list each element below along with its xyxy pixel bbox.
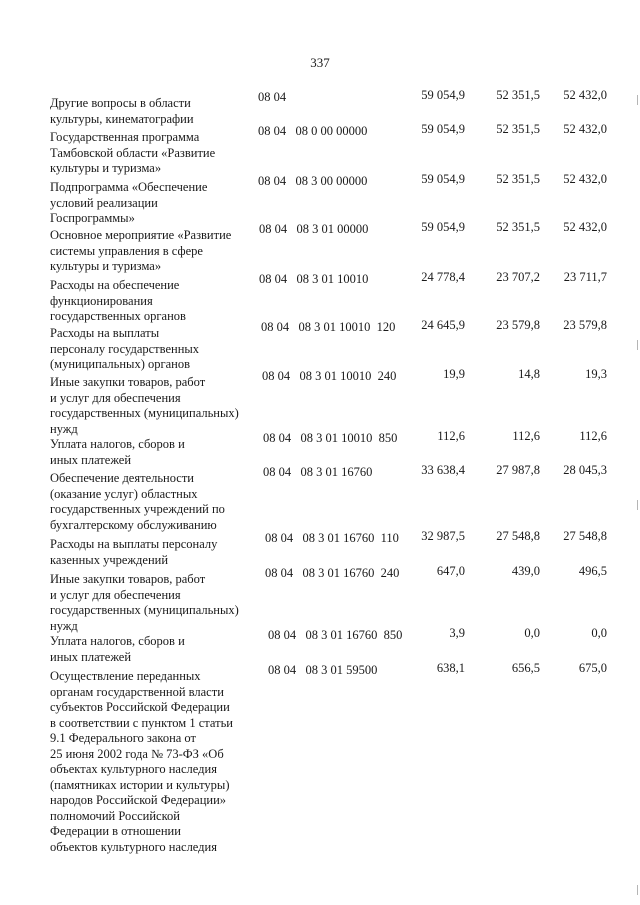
- value-year-2: 27 548,8: [496, 529, 540, 543]
- value-year-2: 112,6: [512, 429, 540, 443]
- value-year-3: 19,3: [585, 367, 607, 381]
- expense-name: Уплата налогов, сборов и иных платежей: [50, 634, 185, 664]
- value-year-2: 14,8: [518, 367, 540, 381]
- expense-name: Другие вопросы в области культуры, кинематографии: [50, 96, 194, 126]
- value-year-1: 59 054,9: [421, 220, 465, 234]
- value-year-2: 27 987,8: [496, 463, 540, 477]
- classification-codes: 08 04 08 3 01 10010 120: [261, 320, 396, 334]
- expense-name: Расходы на обеспечение функционирования государственных органов: [50, 278, 186, 323]
- value-year-1: 59 054,9: [421, 172, 465, 186]
- value-year-1: 32 987,5: [421, 529, 465, 543]
- expense-name: Иные закупки товаров, работ и услуг для обеспечения государственных (муниципальных) нужд: [50, 375, 239, 436]
- value-year-1: 24 645,9: [421, 318, 465, 332]
- value-year-1: 638,1: [436, 661, 465, 675]
- classification-codes: 08 04: [258, 90, 287, 104]
- classification-codes: 08 04 08 3 00 00000: [258, 174, 368, 188]
- value-year-1: 647,0: [436, 564, 465, 578]
- expense-name: Государственная программа Тамбовской области «Развитие культуры и туризма»: [50, 130, 216, 175]
- value-year-1: 19,9: [443, 367, 465, 381]
- value-year-3: 52 432,0: [563, 88, 607, 102]
- classification-codes: 08 04 08 3 01 16760: [263, 465, 373, 479]
- value-year-3: 23 711,7: [563, 270, 607, 284]
- value-year-2: 52 351,5: [496, 172, 540, 186]
- scan-edge-mark: [637, 95, 638, 105]
- value-year-2: 23 707,2: [496, 270, 540, 284]
- classification-codes: 08 04 08 3 01 10010: [259, 272, 369, 286]
- value-year-2: 439,0: [511, 564, 540, 578]
- scan-edge-mark: [637, 500, 638, 510]
- classification-codes: 08 04 08 3 01 59500: [268, 663, 378, 677]
- value-year-3: 52 432,0: [563, 172, 607, 186]
- classification-codes: 08 04 08 0 00 00000: [258, 124, 368, 138]
- value-year-1: 59 054,9: [421, 88, 465, 102]
- scan-edge-mark: [637, 885, 638, 895]
- value-year-3: 112,6: [579, 429, 607, 443]
- classification-codes: 08 04 08 3 01 16760 110: [265, 531, 399, 545]
- value-year-3: 28 045,3: [563, 463, 607, 477]
- value-year-2: 52 351,5: [496, 122, 540, 136]
- value-year-2: 52 351,5: [496, 220, 540, 234]
- expense-name: Расходы на выплаты персоналу казенных учреждений: [50, 537, 218, 567]
- value-year-3: 27 548,8: [563, 529, 607, 543]
- expense-name: Основное мероприятие «Развитие системы управления в сфере культуры и туризма»: [50, 228, 232, 273]
- classification-codes: 08 04 08 3 01 16760 240: [265, 566, 400, 580]
- value-year-1: 3,9: [449, 626, 465, 640]
- value-year-1: 59 054,9: [421, 122, 465, 136]
- value-year-3: 675,0: [578, 661, 607, 675]
- expense-name: Обеспечение деятельности (оказание услуг) областных государственных учреждений по бухгалтерскому обслуживанию: [50, 471, 225, 532]
- value-year-3: 52 432,0: [563, 122, 607, 136]
- value-year-3: 52 432,0: [563, 220, 607, 234]
- value-year-1: 24 778,4: [421, 270, 465, 284]
- expense-name: Осуществление переданных органам государственной власти субъектов Российской Федерации в соответствии с пунктом 1 статьи 9.1 Федерального закона от 25 июня 2002 года № 73-ФЗ «Об объектах культурного наследия (памятниках истории и культуры) народов Российской Федерации» полномочий Российской Федерации в отношении объектов культурного наследия: [50, 669, 233, 854]
- value-year-3: 0,0: [591, 626, 607, 640]
- expense-name: Уплата налогов, сборов и иных платежей: [50, 437, 185, 467]
- value-year-2: 52 351,5: [496, 88, 540, 102]
- expense-name: Иные закупки товаров, работ и услуг для обеспечения государственных (муниципальных) нужд: [50, 572, 239, 633]
- scan-edge-mark: [637, 340, 638, 350]
- value-year-2: 656,5: [511, 661, 540, 675]
- value-year-3: 23 579,8: [563, 318, 607, 332]
- classification-codes: 08 04 08 3 01 16760 850: [268, 628, 403, 642]
- value-year-1: 33 638,4: [421, 463, 465, 477]
- expense-name: Подпрограмма «Обеспечение условий реализации Госпрограммы»: [50, 180, 208, 225]
- classification-codes: 08 04 08 3 01 10010 240: [262, 369, 397, 383]
- value-year-3: 496,5: [578, 564, 607, 578]
- value-year-2: 0,0: [524, 626, 540, 640]
- value-year-1: 112,6: [437, 429, 465, 443]
- classification-codes: 08 04 08 3 01 10010 850: [263, 431, 398, 445]
- value-year-2: 23 579,8: [496, 318, 540, 332]
- classification-codes: 08 04 08 3 01 00000: [259, 222, 369, 236]
- page-number: 337: [310, 55, 330, 70]
- expense-name: Расходы на выплаты персоналу государственных (муниципальных) органов: [50, 326, 200, 371]
